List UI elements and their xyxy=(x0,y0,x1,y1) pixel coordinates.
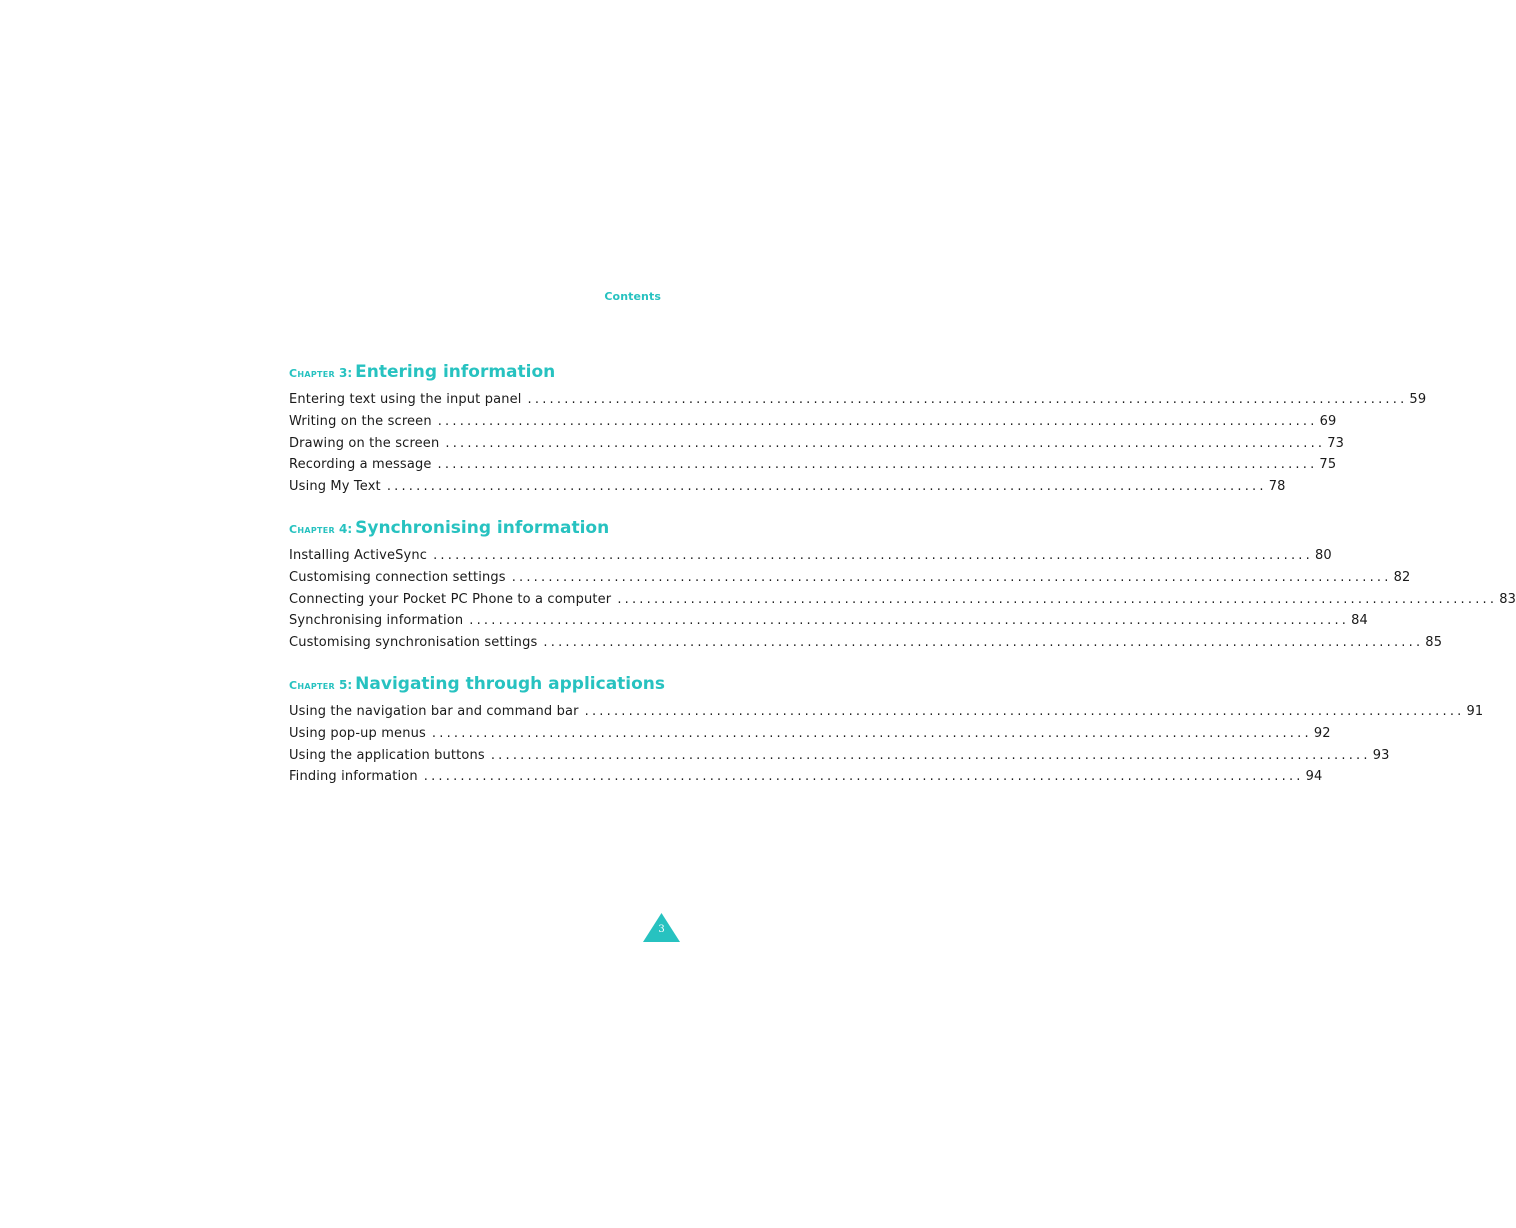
page-number-badge xyxy=(643,913,680,942)
toc-entry-title: Synchronising information xyxy=(289,613,464,629)
chapter-label: Chapter xyxy=(289,522,336,536)
dot-leader: ........................................................................................................................ xyxy=(511,569,1392,585)
dot-leader: ........................................................................................................................ xyxy=(433,547,1313,563)
toc-entry-page: 69 xyxy=(1319,413,1337,429)
chapter-title: Entering information xyxy=(355,362,556,382)
toc-entry[interactable] xyxy=(289,766,1323,788)
toc-entry-title: Installing ActiveSync xyxy=(289,547,428,563)
dot-leader: ........................................................................................................................ xyxy=(437,457,1318,473)
toc-entry-title: Finding information xyxy=(289,769,418,785)
table-of-contents xyxy=(289,360,1516,806)
chapter-title: Navigating through applications xyxy=(355,673,666,694)
dot-leader: ........................................................................................................................ xyxy=(490,747,1371,763)
toc-entry[interactable] xyxy=(289,545,1332,567)
toc-entry-title: Using My Text xyxy=(289,479,381,495)
toc-entry[interactable] xyxy=(289,589,1516,611)
chapter-heading xyxy=(289,516,663,540)
dot-leader: ........................................................................................................................ xyxy=(431,725,1312,741)
chapter-heading xyxy=(289,360,663,384)
toc-entry-page: 93 xyxy=(1372,747,1390,763)
toc-entry-page: 85 xyxy=(1425,635,1443,651)
toc-entry-title: Using pop-up menus xyxy=(289,725,426,741)
toc-entry[interactable] xyxy=(289,389,1427,411)
dot-leader: ........................................................................................................................ xyxy=(527,392,1408,407)
dot-leader: ........................................................................................................................ xyxy=(617,591,1498,607)
chapter-label: Chapter xyxy=(289,367,336,380)
toc-entry[interactable] xyxy=(289,476,1286,498)
dot-leader: ........................................................................................................................ xyxy=(543,635,1424,651)
toc-entry-page: 82 xyxy=(1393,569,1411,585)
toc-entry[interactable] xyxy=(289,723,1331,745)
toc-entry-title: Connecting your Pocket PC Phone to a computer xyxy=(289,591,612,607)
toc-entry-page: 75 xyxy=(1319,457,1337,473)
chapter-3 xyxy=(289,360,1427,498)
dot-leader: ........................................................................................................................ xyxy=(469,613,1350,629)
toc-entry-page: 84 xyxy=(1351,613,1368,629)
chapter-number: 5: xyxy=(339,677,353,692)
toc-entry[interactable] xyxy=(289,454,1337,476)
toc-entry[interactable] xyxy=(289,701,1484,723)
chapter-label: Chapter xyxy=(289,678,336,692)
toc-entry-title: Recording a message xyxy=(289,457,432,473)
chapter-title: Synchronising information xyxy=(355,517,610,538)
chapter-number: 3: xyxy=(339,366,353,380)
chapter-heading xyxy=(289,672,666,696)
toc-entry-title: Using the navigation bar and command bar xyxy=(289,703,579,719)
chapter-5 xyxy=(289,672,1484,788)
toc-entry-title: Drawing on the screen xyxy=(289,435,440,451)
toc-entry-page: 92 xyxy=(1313,725,1331,741)
toc-entry[interactable] xyxy=(289,610,1368,632)
toc-entry-title: Customising connection settings xyxy=(289,569,506,585)
toc-entry-title: Writing on the screen xyxy=(289,413,432,429)
toc-entry[interactable] xyxy=(289,567,1411,589)
toc-entry-page: 94 xyxy=(1305,769,1323,785)
toc-entry[interactable] xyxy=(289,632,1443,654)
toc-entry-page: 80 xyxy=(1314,547,1332,563)
toc-entry-page: 73 xyxy=(1327,435,1345,451)
page-number: 3 xyxy=(658,924,665,935)
dot-leader: ........................................................................................................................ xyxy=(386,479,1267,495)
toc-entry-title: Using the application buttons xyxy=(289,747,485,763)
toc-entry-title: Customising synchronisation settings xyxy=(289,635,538,651)
dot-leader: ........................................................................................................................ xyxy=(437,413,1318,429)
toc-entry-page: 78 xyxy=(1268,479,1286,495)
dot-leader: ........................................................................................................................ xyxy=(584,703,1465,719)
dot-leader: ........................................................................................................................ xyxy=(423,769,1304,785)
toc-entry-title: Entering text using the input panel xyxy=(289,392,522,407)
chapter-4 xyxy=(289,516,1516,654)
toc-entry[interactable] xyxy=(289,411,1337,433)
toc-entry-page: 59 xyxy=(1409,392,1427,407)
toc-entry[interactable] xyxy=(289,745,1390,767)
toc-entry-page: 91 xyxy=(1466,703,1484,719)
toc-entry[interactable] xyxy=(289,433,1345,455)
chapter-number: 4: xyxy=(339,521,353,536)
running-header: Contents xyxy=(604,290,661,303)
toc-entry-page: 83 xyxy=(1499,591,1516,607)
dot-leader: ........................................................................................................................ xyxy=(445,435,1326,451)
